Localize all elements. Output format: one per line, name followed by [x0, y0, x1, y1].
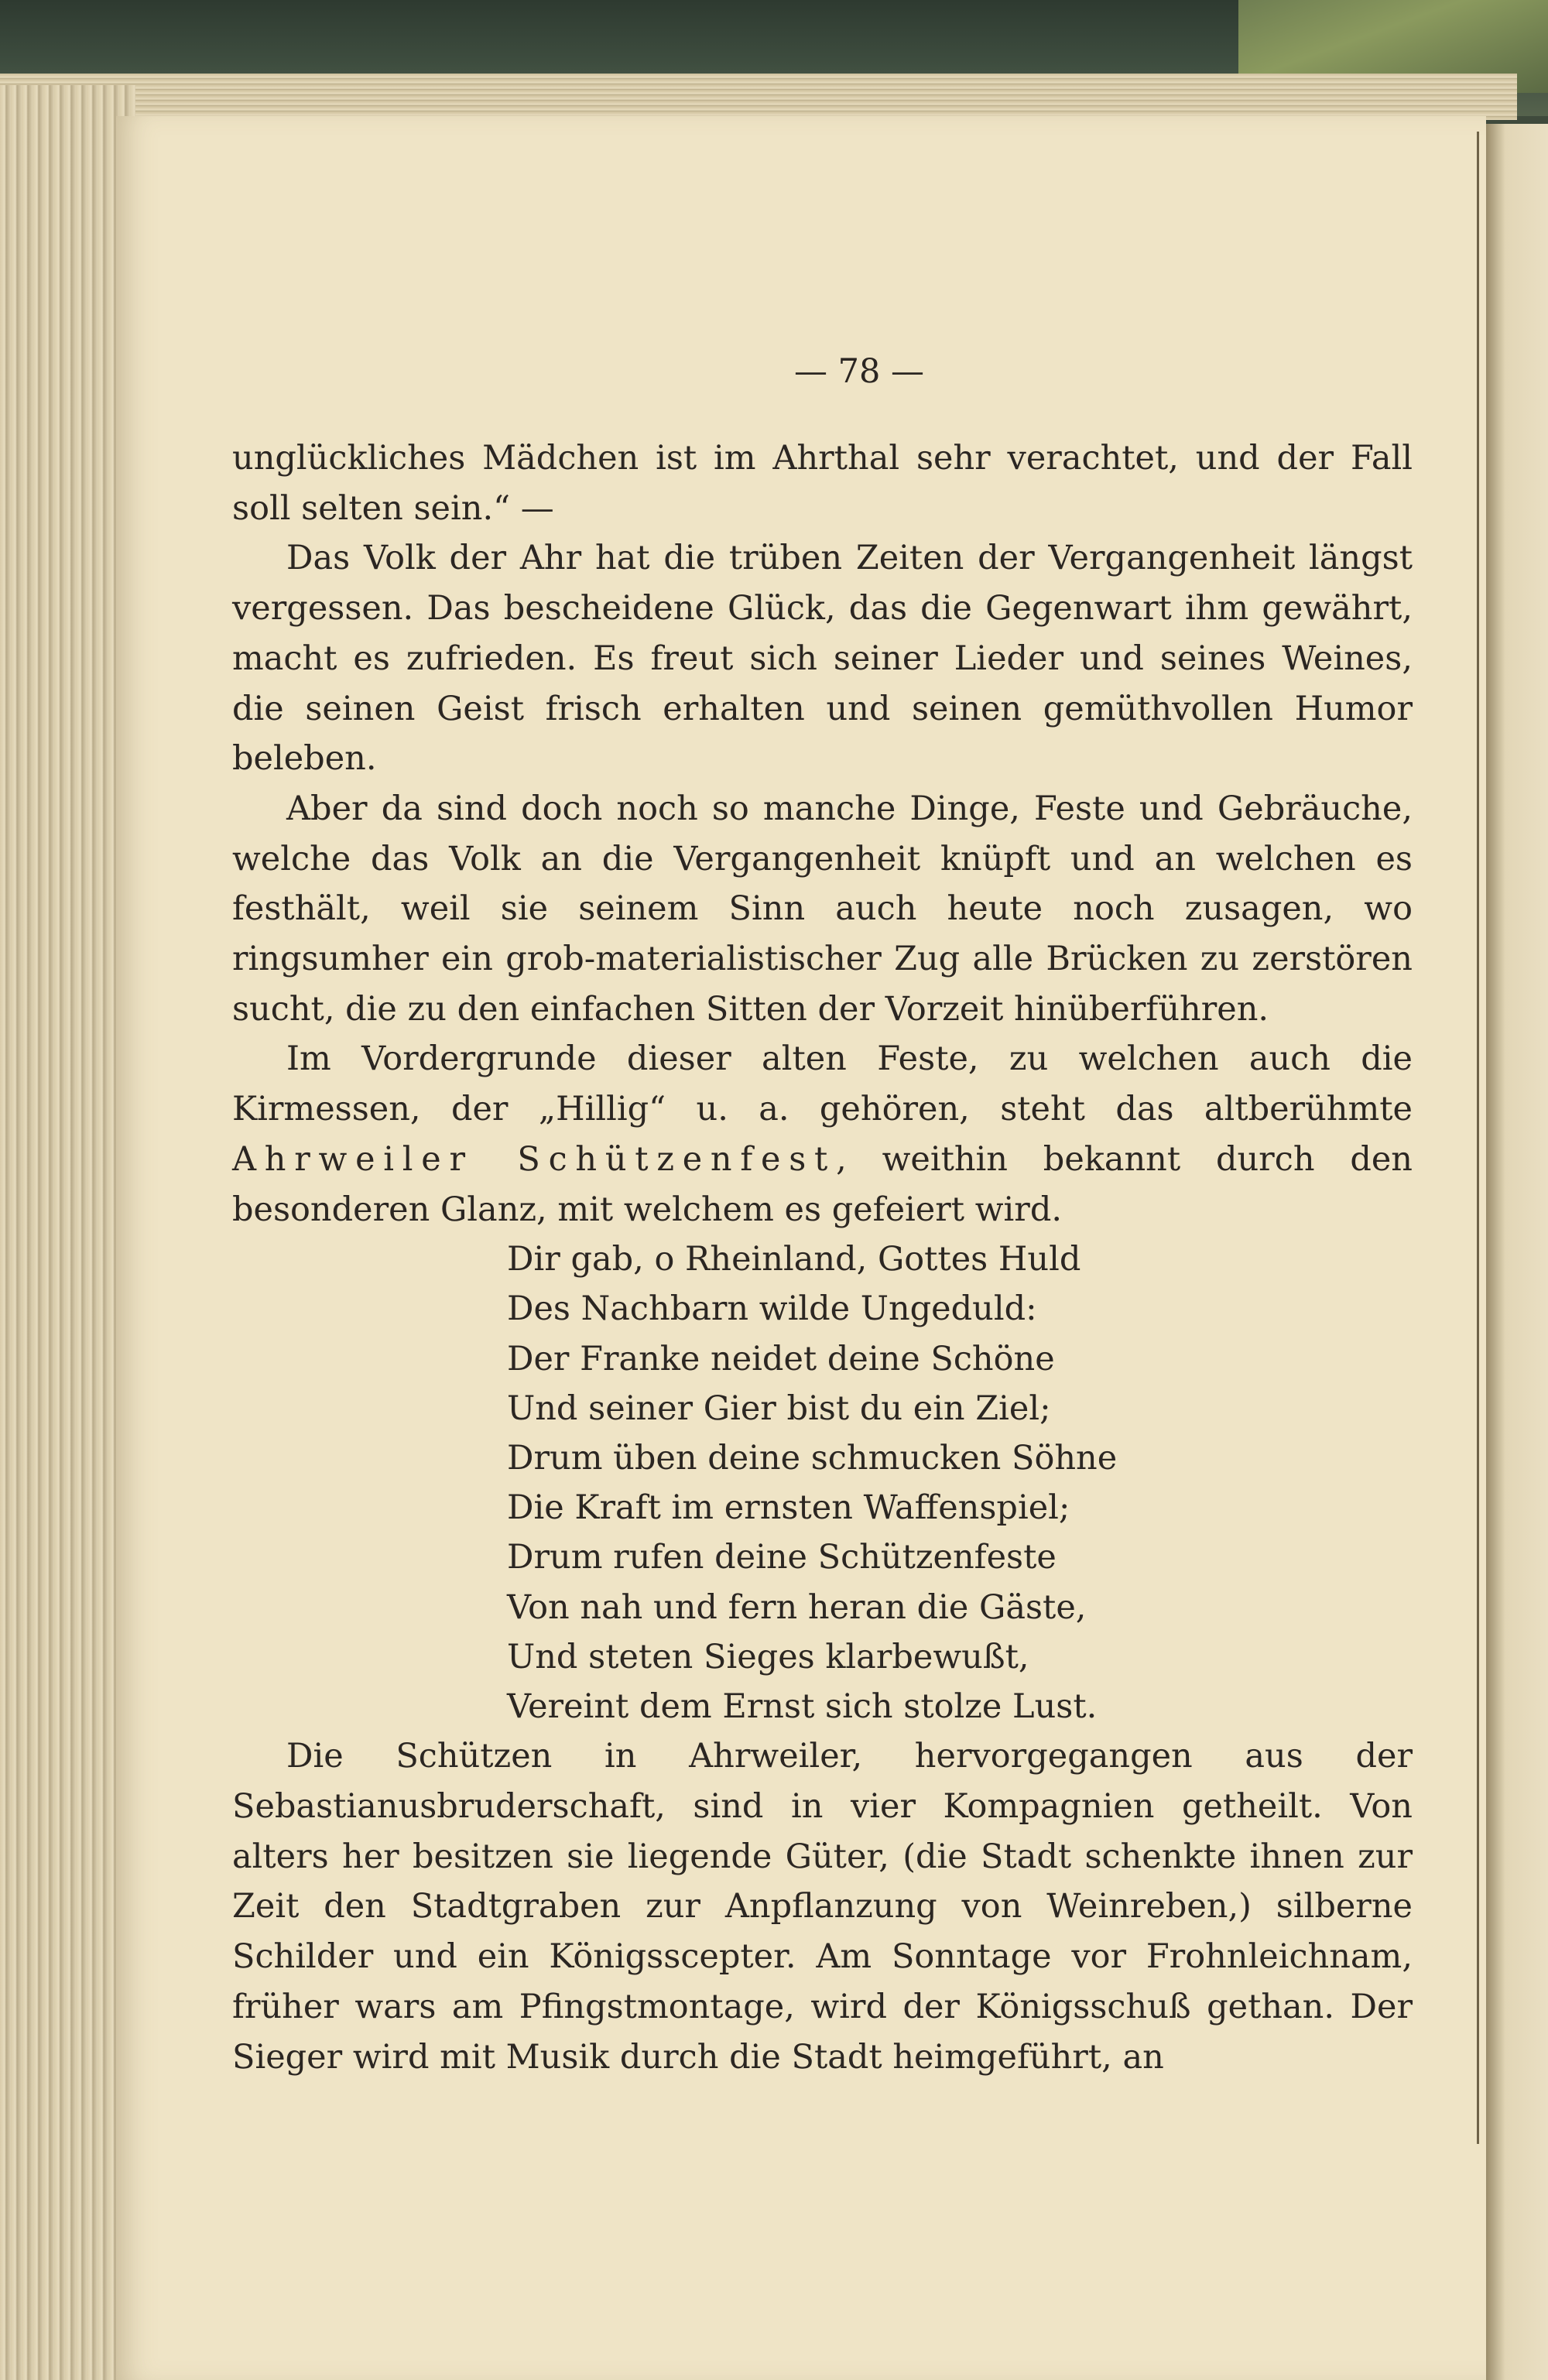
poem-line: Dir gab, o Rheinland, Gottes Huld — [507, 1240, 1081, 1279]
poem-line: Drum üben deine schmucken Söhne — [507, 1439, 1118, 1478]
gutter-line — [1477, 132, 1479, 2144]
paragraph-4 — [232, 1034, 1413, 1235]
paragraph-closing: Die Schützen in Ahrweiler, hervorgegangen aus der Sebastianusbruderschaft, sind in vier Kompagnien getheilt. Von alters her besitzen sie liegende Güter, (die Stadt schenkte ihnen zur Zeit den Stadtgraben zur Anpflanzung von Weinreben,) silberne Schilder und ein Königsscepter. Am Sonntage vor Frohnleichnam, früher wars am Pfingstmontage, wird der Königsschuß gethan. Der Sieger wird mit Musik durch die Stadt heimgeführt, an — [232, 1737, 1413, 2077]
poem-line: Des Nachbarn wilde Ungeduld: — [507, 1289, 1037, 1329]
poem-line: Die Kraft im ernsten Waffenspiel; — [507, 1488, 1070, 1528]
paragraph-1: unglückliches Mädchen ist im Ahrthal sehr verachtet, und der Fall soll selten sein.“ — — [232, 439, 1413, 528]
paragraph-2: Das Volk der Ahr hat die trüben Zeiten der Vergangenheit längst vergessen. Das bescheidene Glück, das die Gegenwart ihm gewährt, macht es zufrieden. Es freut sich seiner Lieder und seines Weines, die seinen Geist frisch erhalten und seinen gemüthvollen Humor beleben. — [232, 539, 1413, 779]
poem-line: Und steten Sieges klarbewußt, — [507, 1637, 1029, 1676]
poem-line: Der Franke neidet deine Schöne — [507, 1339, 1055, 1378]
poem — [232, 1235, 1413, 1731]
page-edges-left — [0, 85, 135, 2380]
spaced-name: Ahrweiler Schützenfest — [232, 1139, 837, 1179]
poem-line: Und seiner Gier bist du ein Ziel; — [507, 1389, 1051, 1428]
page-edges-top — [0, 74, 1517, 120]
facing-page-edge — [1486, 124, 1548, 2380]
poem-line: Vereint dem Ernst sich stolze Lust. — [507, 1687, 1098, 1727]
page-text — [232, 433, 1413, 2082]
paragraph-4-before: Im Vordergrunde dieser alten Feste, zu welchen auch die Kirmessen, der „Hillig“ u. a. gehören, steht das altberühmte — [232, 1039, 1413, 1129]
page-number: — 78 — — [793, 352, 925, 391]
poem-line: Von nah und fern heran die Gäste, — [507, 1587, 1087, 1627]
paragraph-3: Aber da sind doch noch so manche Dinge, Feste und Gebräuche, welche das Volk an die Vergangenheit knüpft und an welchen es festhält, weil sie seinem Sinn auch heute noch zusagen, wo ringsumher ein grob-materialistischer Zug alle Brücken zu zerstören sucht, die zu den einfachen Sitten der Vorzeit hinüberführen. — [232, 789, 1413, 1029]
paragraph-4-after: , weithin bekannt durch den besonderen Glanz, mit welchem es gefeiert wird. — [232, 1139, 1413, 1229]
poem-line: Drum rufen deine Schützenfeste — [507, 1538, 1057, 1577]
